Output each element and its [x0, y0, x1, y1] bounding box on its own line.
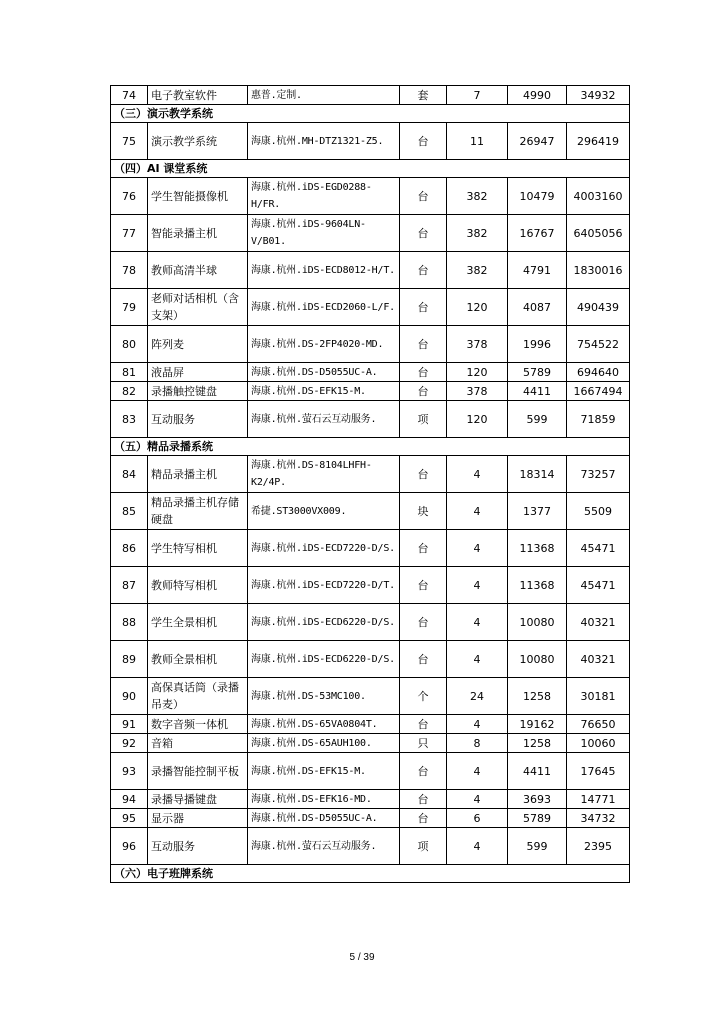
cell-price: 19162 [508, 715, 567, 734]
cell-price: 1996 [508, 326, 567, 363]
cell-qty: 382 [447, 252, 508, 289]
cell-name: 教师全景相机 [148, 641, 248, 678]
cell-brand: 海康.杭州.DS-EFK16-MD. [248, 790, 400, 809]
cell-brand: 希捷.ST3000VX009. [248, 493, 400, 530]
cell-brand: 海康.杭州.iDS-ECD8012-H/T. [248, 252, 400, 289]
cell-brand: 海康.杭州.iDS-EGD0288-H/FR. [248, 178, 400, 215]
cell-name: 教师特写相机 [148, 567, 248, 604]
cell-total: 4003160 [567, 178, 630, 215]
cell-no: 74 [111, 86, 148, 105]
cell-brand: 海康.杭州.萤石云互动服务. [248, 401, 400, 438]
cell-unit: 项 [400, 401, 447, 438]
cell-no: 75 [111, 123, 148, 160]
table-row [111, 326, 630, 363]
table-row [111, 86, 630, 105]
cell-qty: 4 [447, 753, 508, 790]
cell-brand: 海康.杭州.iDS-ECD6220-D/S. [248, 604, 400, 641]
cell-unit: 台 [400, 715, 447, 734]
cell-total: 5509 [567, 493, 630, 530]
table-row [111, 809, 630, 828]
section-title: （三）演示教学系统 [111, 105, 630, 123]
cell-brand: 海康.杭州.iDS-ECD7220-D/S. [248, 530, 400, 567]
cell-name: 阵列麦 [148, 326, 248, 363]
table-row [111, 363, 630, 382]
cell-qty: 120 [447, 363, 508, 382]
cell-unit: 块 [400, 493, 447, 530]
cell-brand: 海康.杭州.萤石云互动服务. [248, 828, 400, 865]
cell-qty: 382 [447, 178, 508, 215]
section-header-row [111, 438, 630, 456]
cell-name: 智能录播主机 [148, 215, 248, 252]
cell-name: 老师对话相机（含支架） [148, 289, 248, 326]
cell-unit: 台 [400, 790, 447, 809]
cell-price: 4791 [508, 252, 567, 289]
table-row [111, 734, 630, 753]
cell-total: 17645 [567, 753, 630, 790]
cell-no: 81 [111, 363, 148, 382]
cell-qty: 378 [447, 382, 508, 401]
cell-name: 数字音频一体机 [148, 715, 248, 734]
cell-no: 89 [111, 641, 148, 678]
cell-brand: 海康.杭州.DS-2FP4020-MD. [248, 326, 400, 363]
cell-qty: 4 [447, 790, 508, 809]
cell-price: 1258 [508, 678, 567, 715]
table-row [111, 252, 630, 289]
cell-qty: 378 [447, 326, 508, 363]
cell-brand: 惠普.定制. [248, 86, 400, 105]
cell-no: 87 [111, 567, 148, 604]
margin-stamp-mark [707, 466, 715, 512]
table-row [111, 604, 630, 641]
cell-price: 10080 [508, 604, 567, 641]
cell-price: 10080 [508, 641, 567, 678]
table-row [111, 401, 630, 438]
cell-qty: 4 [447, 604, 508, 641]
cell-qty: 4 [447, 530, 508, 567]
cell-qty: 4 [447, 567, 508, 604]
table-row [111, 456, 630, 493]
table-row [111, 289, 630, 326]
cell-name: 互动服务 [148, 401, 248, 438]
section-title: （六）电子班牌系统 [111, 865, 630, 883]
cell-unit: 台 [400, 363, 447, 382]
cell-total: 73257 [567, 456, 630, 493]
table-row [111, 493, 630, 530]
cell-price: 11368 [508, 530, 567, 567]
cell-name: 教师高清半球 [148, 252, 248, 289]
cell-no: 94 [111, 790, 148, 809]
cell-name: 精品录播主机存储硬盘 [148, 493, 248, 530]
equipment-table [110, 85, 630, 883]
table-body [111, 86, 630, 883]
cell-unit: 台 [400, 456, 447, 493]
cell-no: 84 [111, 456, 148, 493]
cell-unit: 台 [400, 178, 447, 215]
cell-no: 92 [111, 734, 148, 753]
cell-price: 26947 [508, 123, 567, 160]
cell-no: 93 [111, 753, 148, 790]
cell-price: 1377 [508, 493, 567, 530]
cell-total: 34932 [567, 86, 630, 105]
cell-total: 45471 [567, 567, 630, 604]
cell-qty: 4 [447, 641, 508, 678]
cell-no: 80 [111, 326, 148, 363]
cell-name: 录播智能控制平板 [148, 753, 248, 790]
cell-unit: 台 [400, 567, 447, 604]
cell-total: 296419 [567, 123, 630, 160]
table-row [111, 178, 630, 215]
cell-unit: 套 [400, 86, 447, 105]
cell-total: 40321 [567, 641, 630, 678]
cell-price: 4411 [508, 753, 567, 790]
cell-brand: 海康.杭州.MH-DTZ1321-Z5. [248, 123, 400, 160]
cell-total: 30181 [567, 678, 630, 715]
cell-no: 85 [111, 493, 148, 530]
cell-brand: 海康.杭州.DS-EFK15-M. [248, 382, 400, 401]
table-row [111, 530, 630, 567]
cell-total: 14771 [567, 790, 630, 809]
table-row [111, 678, 630, 715]
cell-unit: 台 [400, 215, 447, 252]
cell-unit: 个 [400, 678, 447, 715]
cell-unit: 台 [400, 252, 447, 289]
cell-price: 11368 [508, 567, 567, 604]
cell-name: 音箱 [148, 734, 248, 753]
cell-no: 83 [111, 401, 148, 438]
cell-unit: 台 [400, 382, 447, 401]
cell-name: 演示教学系统 [148, 123, 248, 160]
cell-unit: 台 [400, 289, 447, 326]
cell-name: 显示器 [148, 809, 248, 828]
cell-total: 1830016 [567, 252, 630, 289]
cell-no: 78 [111, 252, 148, 289]
cell-qty: 4 [447, 828, 508, 865]
cell-price: 5789 [508, 809, 567, 828]
cell-brand: 海康.杭州.iDS-ECD7220-D/T. [248, 567, 400, 604]
cell-price: 4990 [508, 86, 567, 105]
cell-brand: 海康.杭州.DS-8104LHFH-K2/4P. [248, 456, 400, 493]
cell-total: 40321 [567, 604, 630, 641]
cell-name: 精品录播主机 [148, 456, 248, 493]
cell-qty: 7 [447, 86, 508, 105]
table-row [111, 641, 630, 678]
cell-price: 1258 [508, 734, 567, 753]
cell-total: 2395 [567, 828, 630, 865]
cell-price: 4087 [508, 289, 567, 326]
cell-total: 34732 [567, 809, 630, 828]
cell-qty: 6 [447, 809, 508, 828]
cell-brand: 海康.杭州.DS-53MC100. [248, 678, 400, 715]
cell-brand: 海康.杭州.DS-D5055UC-A. [248, 809, 400, 828]
cell-qty: 120 [447, 401, 508, 438]
section-header-row [111, 865, 630, 883]
cell-price: 599 [508, 401, 567, 438]
cell-brand: 海康.杭州.DS-EFK15-M. [248, 753, 400, 790]
cell-unit: 台 [400, 604, 447, 641]
cell-total: 45471 [567, 530, 630, 567]
cell-qty: 11 [447, 123, 508, 160]
cell-total: 6405056 [567, 215, 630, 252]
section-header-row [111, 105, 630, 123]
cell-no: 88 [111, 604, 148, 641]
cell-name: 录播导播键盘 [148, 790, 248, 809]
table-row [111, 753, 630, 790]
cell-no: 79 [111, 289, 148, 326]
cell-name: 学生全景相机 [148, 604, 248, 641]
cell-total: 754522 [567, 326, 630, 363]
cell-total: 10060 [567, 734, 630, 753]
cell-total: 694640 [567, 363, 630, 382]
table-row [111, 123, 630, 160]
cell-qty: 382 [447, 215, 508, 252]
cell-price: 4411 [508, 382, 567, 401]
cell-no: 96 [111, 828, 148, 865]
page-number: 5 / 39 [349, 952, 375, 963]
cell-qty: 8 [447, 734, 508, 753]
cell-no: 91 [111, 715, 148, 734]
cell-qty: 4 [447, 493, 508, 530]
cell-price: 599 [508, 828, 567, 865]
cell-name: 高保真话筒（录播吊麦） [148, 678, 248, 715]
cell-qty: 4 [447, 715, 508, 734]
table-row [111, 790, 630, 809]
cell-unit: 台 [400, 809, 447, 828]
cell-qty: 24 [447, 678, 508, 715]
cell-unit: 台 [400, 641, 447, 678]
cell-total: 71859 [567, 401, 630, 438]
cell-name: 液晶屏 [148, 363, 248, 382]
cell-brand: 海康.杭州.DS-65AUH100. [248, 734, 400, 753]
cell-unit: 台 [400, 326, 447, 363]
cell-no: 90 [111, 678, 148, 715]
cell-brand: 海康.杭州.DS-D5055UC-A. [248, 363, 400, 382]
table-row [111, 215, 630, 252]
cell-price: 18314 [508, 456, 567, 493]
cell-price: 5789 [508, 363, 567, 382]
cell-price: 3693 [508, 790, 567, 809]
cell-name: 学生智能摄像机 [148, 178, 248, 215]
cell-name: 电子教室软件 [148, 86, 248, 105]
cell-total: 490439 [567, 289, 630, 326]
cell-qty: 4 [447, 456, 508, 493]
section-title: （五）精品录播系统 [111, 438, 630, 456]
cell-name: 互动服务 [148, 828, 248, 865]
cell-qty: 120 [447, 289, 508, 326]
cell-price: 10479 [508, 178, 567, 215]
cell-brand: 海康.杭州.iDS-9604LN-V/B01. [248, 215, 400, 252]
cell-no: 82 [111, 382, 148, 401]
section-header-row [111, 160, 630, 178]
cell-unit: 台 [400, 123, 447, 160]
cell-brand: 海康.杭州.DS-65VA0804T. [248, 715, 400, 734]
cell-no: 76 [111, 178, 148, 215]
cell-unit: 只 [400, 734, 447, 753]
cell-unit: 项 [400, 828, 447, 865]
cell-total: 1667494 [567, 382, 630, 401]
cell-total: 76650 [567, 715, 630, 734]
cell-unit: 台 [400, 530, 447, 567]
table-row [111, 715, 630, 734]
cell-no: 95 [111, 809, 148, 828]
cell-name: 学生特写相机 [148, 530, 248, 567]
cell-unit: 台 [400, 753, 447, 790]
cell-brand: 海康.杭州.iDS-ECD2060-L/F. [248, 289, 400, 326]
cell-no: 77 [111, 215, 148, 252]
section-title: （四）AI 课堂系统 [111, 160, 630, 178]
cell-price: 16767 [508, 215, 567, 252]
cell-name: 录播触控键盘 [148, 382, 248, 401]
cell-no: 86 [111, 530, 148, 567]
table-row [111, 382, 630, 401]
table-row [111, 828, 630, 865]
table-row [111, 567, 630, 604]
cell-brand: 海康.杭州.iDS-ECD6220-D/S. [248, 641, 400, 678]
